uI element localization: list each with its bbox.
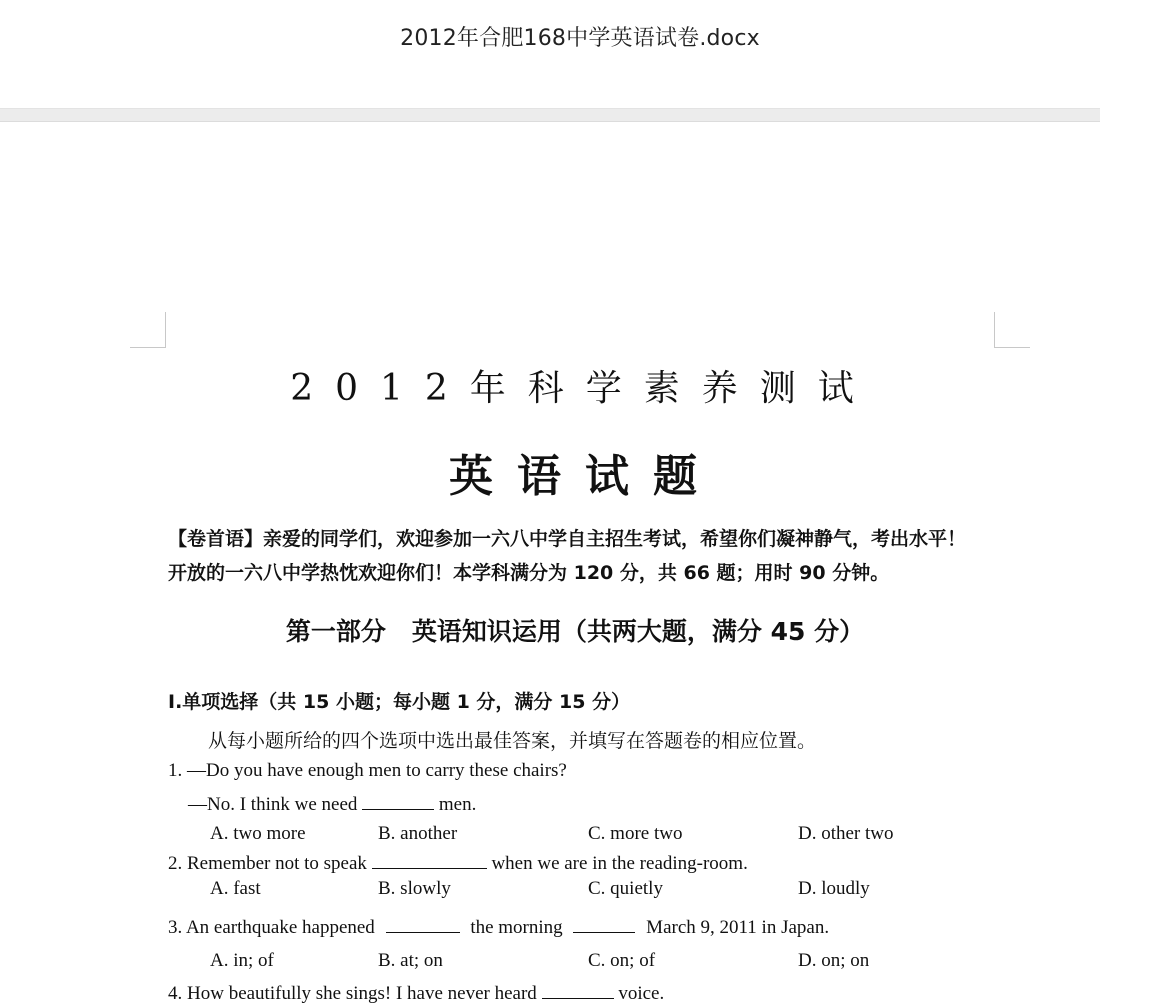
answer-blank	[386, 914, 460, 933]
question-2-text	[168, 850, 748, 875]
question-1-option-c: C. more two	[588, 823, 683, 844]
part-heading-title: 英语知识运用（共两大题，满分 45 分）	[411, 617, 865, 646]
question-2-pre: 2. Remember not to speak	[168, 853, 367, 874]
question-1-answer-pre: —No. I think we need	[188, 794, 358, 815]
preface-paragraph	[168, 522, 1008, 590]
question-3-option-d: D. on; on	[798, 950, 870, 971]
question-1-answer-line	[188, 791, 476, 816]
answer-blank	[573, 914, 635, 933]
question-3-post: March 9, 2011 in Japan.	[646, 917, 830, 938]
question-2-option-d: D. loudly	[798, 878, 870, 899]
document-title: 2012年科学素养测试	[290, 368, 876, 409]
document-subtitle: 英语试题	[449, 451, 721, 502]
question-4-pre: 4. How beautifully she sings! I have never heard	[168, 983, 537, 1004]
answer-blank	[542, 980, 614, 999]
question-1-option-b: B. another	[378, 823, 458, 844]
answer-blank	[362, 791, 434, 810]
question-2-option-c: C. quietly	[588, 878, 663, 899]
question-4-text	[168, 980, 664, 1005]
question-4-post: voice.	[618, 983, 665, 1004]
document-page[interactable]	[0, 122, 1100, 1004]
question-1-option-d: D. other two	[798, 823, 894, 844]
question-3-option-b: B. at; on	[378, 950, 443, 971]
question-3-pre: 3. An earthquake happened	[168, 917, 375, 938]
question-2-post: when we are in the reading-room.	[491, 853, 748, 874]
toolbar-divider	[0, 108, 1100, 122]
margin-corner-right	[994, 312, 1030, 348]
question-3-option-c: C. on; of	[588, 950, 656, 971]
question-3-mid: the morning	[470, 917, 563, 938]
question-3-text	[168, 914, 829, 939]
document-filename: 2012年合肥168中学英语试卷.docx	[400, 26, 760, 51]
answer-blank	[372, 850, 487, 869]
question-2-option-a: A. fast	[210, 878, 261, 899]
preface-line-2: 开放的一六八中学热忱欢迎你们！本学科满分为 120 分，共 66 题；用时 90 分钟。	[168, 562, 890, 584]
part-heading	[0, 612, 1150, 648]
question-1-option-a: A. two more	[210, 823, 306, 844]
margin-corner-left	[130, 312, 166, 348]
section-heading: I.单项选择（共 15 小题；每小题 1 分，满分 15 分）	[168, 691, 631, 713]
section-instruction: 从每小题所给的四个选项中选出最佳答案，并填写在答题卷的相应位置。	[208, 730, 817, 752]
preface-line-1: 【卷首语】亲爱的同学们，欢迎参加一六八中学自主招生考试，希望你们凝神静气，考出水平！	[168, 528, 967, 550]
question-1-answer-post: men.	[438, 794, 477, 815]
question-1-text: 1. —Do you have enough men to carry these chairs?	[168, 760, 567, 781]
title-bar	[0, 0, 1100, 108]
question-2-option-b: B. slowly	[378, 878, 451, 899]
part-heading-label: 第一部分	[285, 617, 386, 646]
question-3-option-a: A. in; of	[210, 950, 274, 971]
